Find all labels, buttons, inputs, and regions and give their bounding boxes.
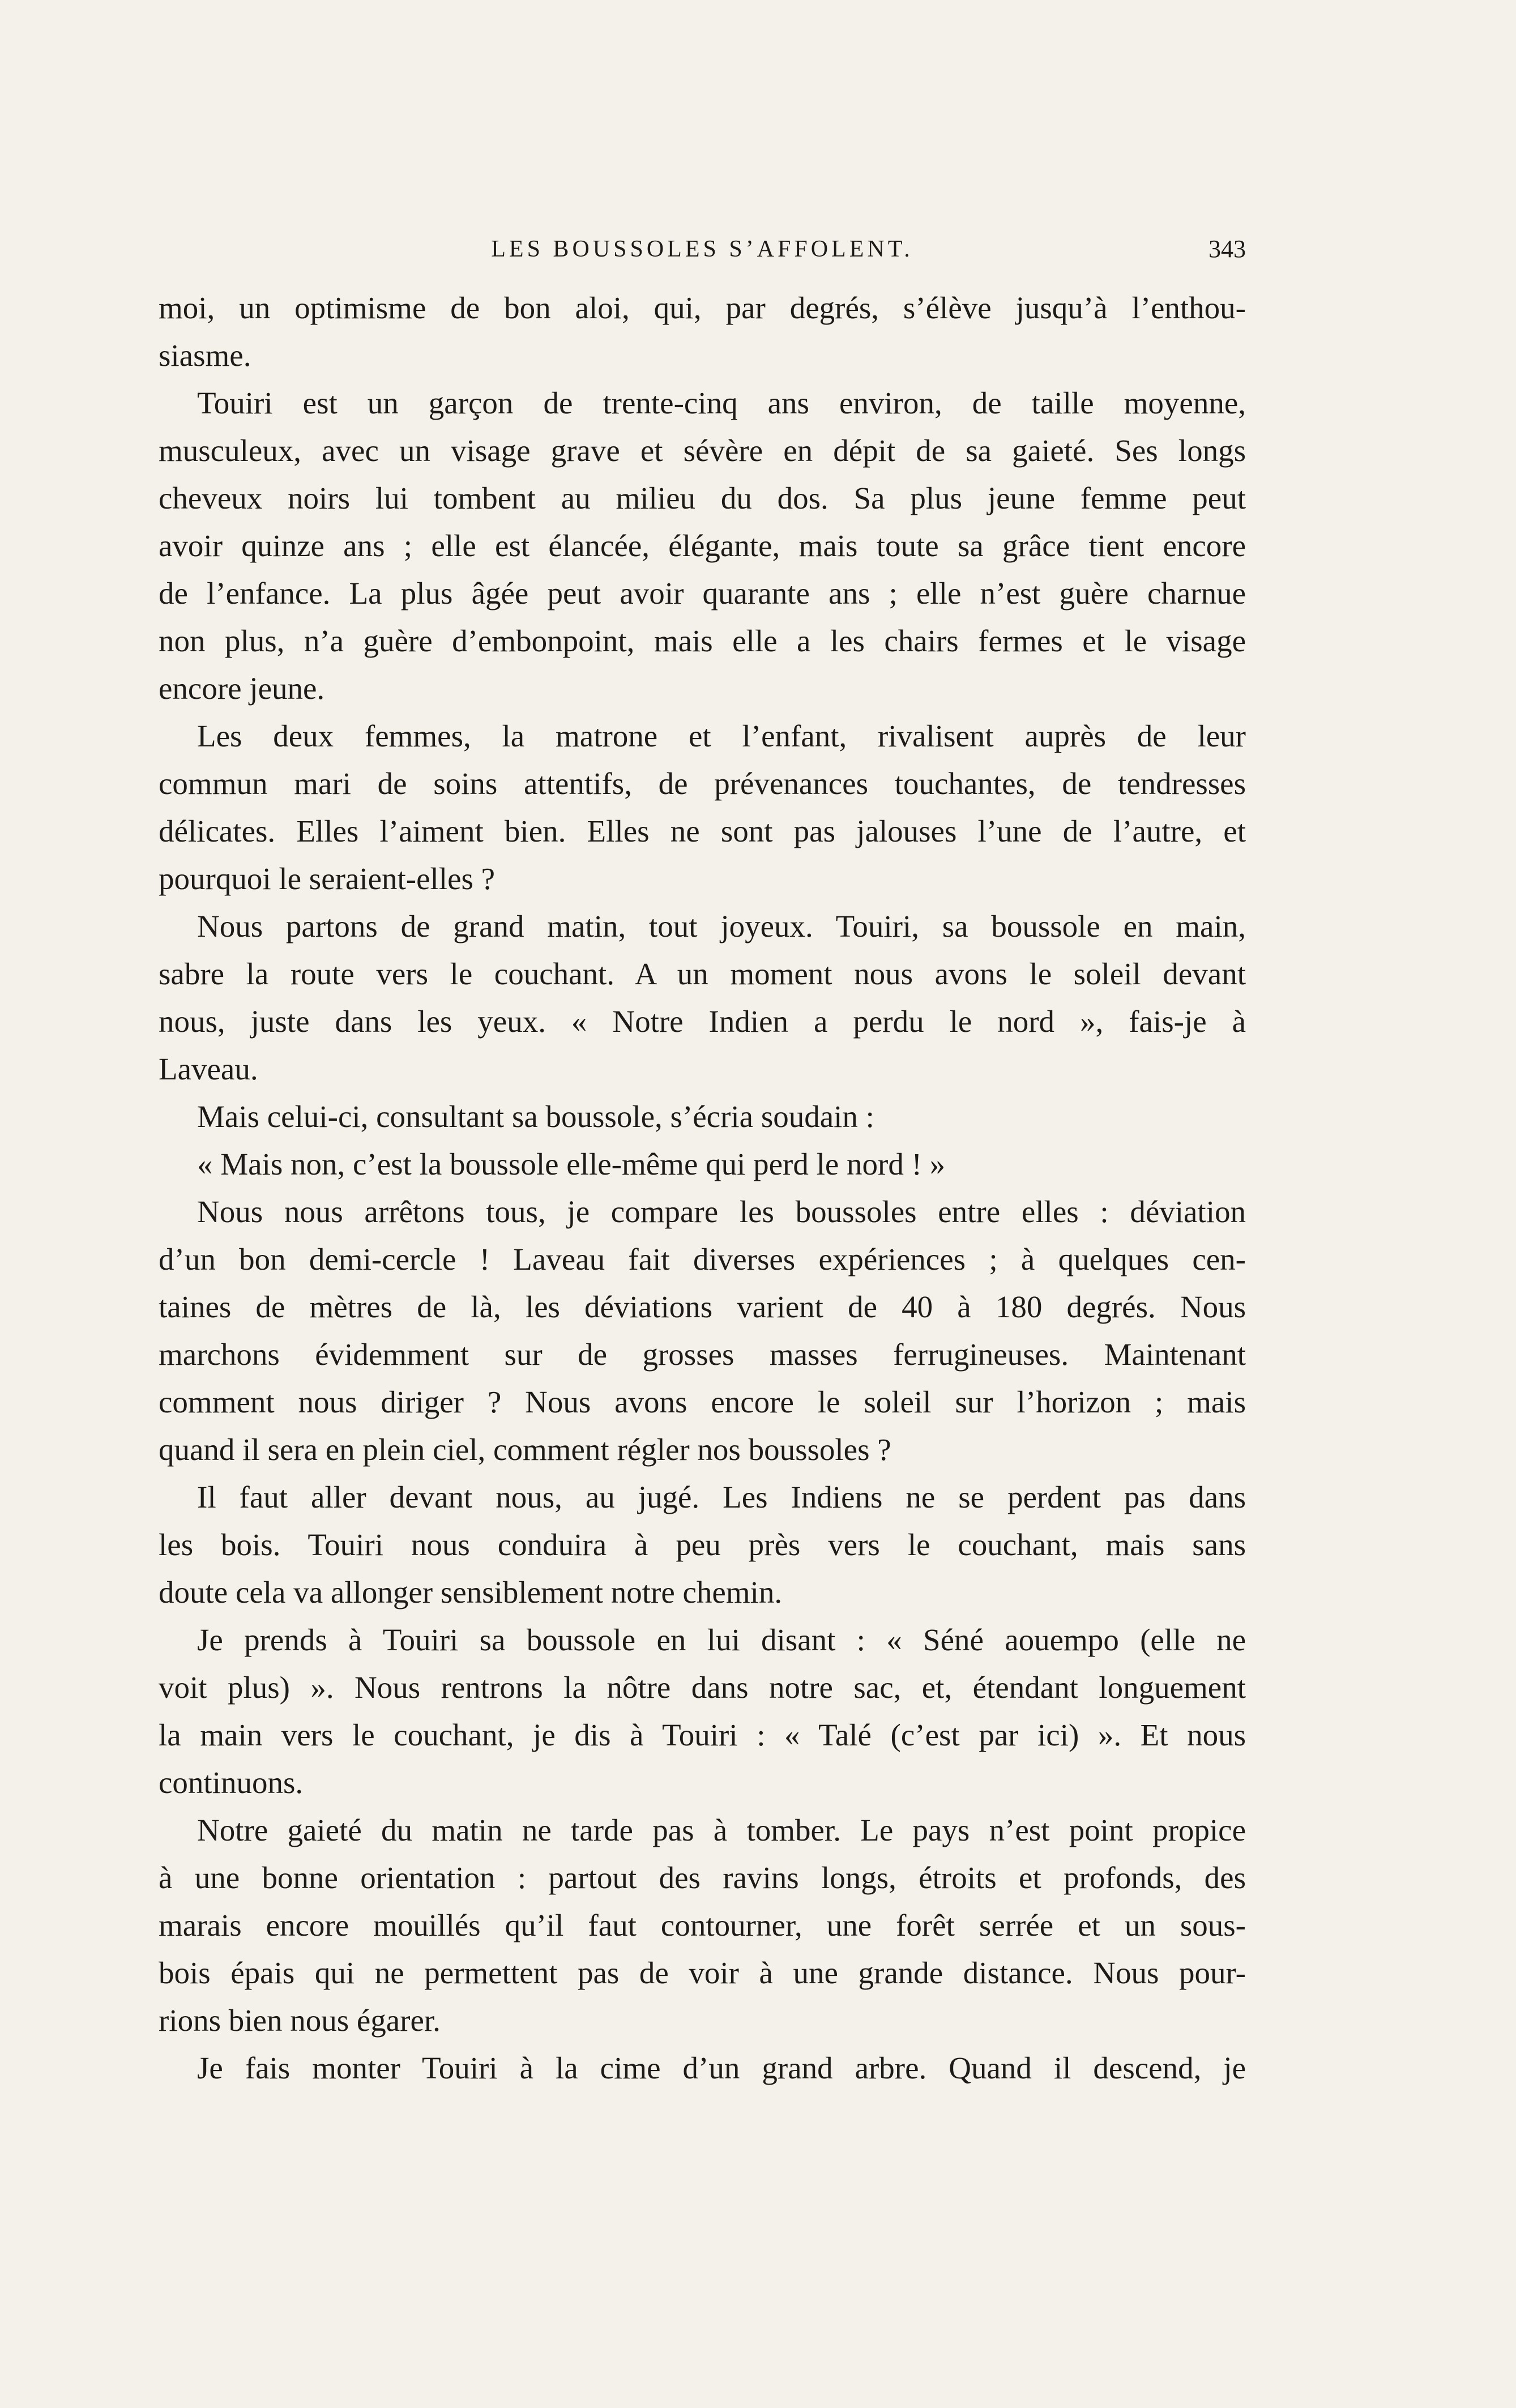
text-line: rions bien nous égarer. [159, 2003, 441, 2038]
text-line: Les deux femmes, la matrone et l’enfant, rivalisent auprès de leur [197, 719, 1246, 753]
text-line: pourquoi le seraient-elles ? [159, 861, 496, 896]
text-line: encore jeune. [159, 671, 325, 706]
text-line: marchons évidemment sur de grosses masses ferrugineuses. Maintenant [159, 1337, 1246, 1372]
text-line: musculeux, avec un visage grave et sévère en dépit de sa gaieté. Ses longs [159, 433, 1246, 468]
text-line: la main vers le couchant, je dis à Touiri : « Talé (c’est par ici) ». Et nous [159, 1718, 1246, 1752]
text-line: doute cela va allonger sensiblement notre chemin. [159, 1575, 783, 1609]
text-line: d’un bon demi-cercle ! Laveau fait diverses expériences ; à quelques cen- [159, 1242, 1246, 1276]
text-line: nous, juste dans les yeux. « Notre Indien a perdu le nord », fais-je à [159, 1004, 1246, 1039]
text-line: Nous nous arrêtons tous, je compare les boussoles entre elles : déviation [197, 1194, 1246, 1229]
text-line: non plus, n’a guère d’embonpoint, mais elle a les chairs fermes et le visage [159, 624, 1246, 658]
text-line: marais encore mouillés qu’il faut contourner, une forêt serrée et un sous- [159, 1908, 1246, 1942]
text-line: Nous partons de grand matin, tout joyeux. Touiri, sa boussole en main, [197, 909, 1246, 943]
text-line: délicates. Elles l’aiment bien. Elles ne sont pas jalouses l’une de l’autre, et [159, 814, 1246, 848]
text-line: Mais celui-ci, consultant sa boussole, s’écria soudain : [197, 1099, 874, 1134]
page-header [159, 229, 1246, 269]
text-line: taines de mètres de là, les déviations varient de 40 à 180 degrés. Nous [159, 1290, 1246, 1324]
text-line: Laveau. [159, 1052, 258, 1086]
text-line: « Mais non, c’est la boussole elle-même qui perd le nord ! » [197, 1147, 946, 1181]
running-title: LES BOUSSOLES S’AFFOLENT. [491, 236, 913, 262]
text-line: Je prends à Touiri sa boussole en lui disant : « Séné aouempo (elle ne [197, 1623, 1246, 1657]
text-line: Il faut aller devant nous, au jugé. Les Indiens ne se perdent pas dans [197, 1480, 1246, 1514]
page-number: 343 [1208, 235, 1246, 263]
text-line: cheveux noirs lui tombent au milieu du dos. Sa plus jeune femme peut [159, 481, 1246, 515]
text-line: avoir quinze ans ; elle est élancée, élégante, mais toute sa grâce tient encore [159, 528, 1246, 563]
text-line: continuons. [159, 1765, 304, 1800]
text-line: Je fais monter Touiri à la cime d’un grand arbre. Quand il descend, je [197, 2051, 1246, 2085]
text-line: moi, un optimisme de bon aloi, qui, par degrés, s’élève jusqu’à l’enthou- [159, 291, 1246, 325]
body-text [159, 284, 1246, 2092]
text-line: les bois. Touiri nous conduira à peu près vers le couchant, mais sans [159, 1527, 1246, 1562]
text-line: à une bonne orientation : partout des ravins longs, étroits et profonds, des [159, 1860, 1246, 1895]
text-line: commun mari de soins attentifs, de prévenances touchantes, de tendresses [159, 766, 1246, 801]
text-line: voit plus) ». Nous rentrons la nôtre dans notre sac, et, étendant longuement [159, 1670, 1246, 1705]
text-line: de l’enfance. La plus âgée peut avoir quarante ans ; elle n’est guère charnue [159, 576, 1246, 610]
text-line: sabre la route vers le couchant. A un moment nous avons le soleil devant [159, 957, 1246, 991]
text-line: Touiri est un garçon de trente-cinq ans environ, de taille moyenne, [197, 386, 1246, 420]
text-line: comment nous diriger ? Nous avons encore le soleil sur l’horizon ; mais [159, 1385, 1246, 1419]
text-line: Notre gaieté du matin ne tarde pas à tomber. Le pays n’est point propice [197, 1813, 1246, 1847]
text-line: quand il sera en plein ciel, comment régler nos boussoles ? [159, 1432, 891, 1467]
text-line: siasme. [159, 338, 251, 373]
text-line: bois épais qui ne permettent pas de voir à une grande distance. Nous pour- [159, 1956, 1246, 1990]
